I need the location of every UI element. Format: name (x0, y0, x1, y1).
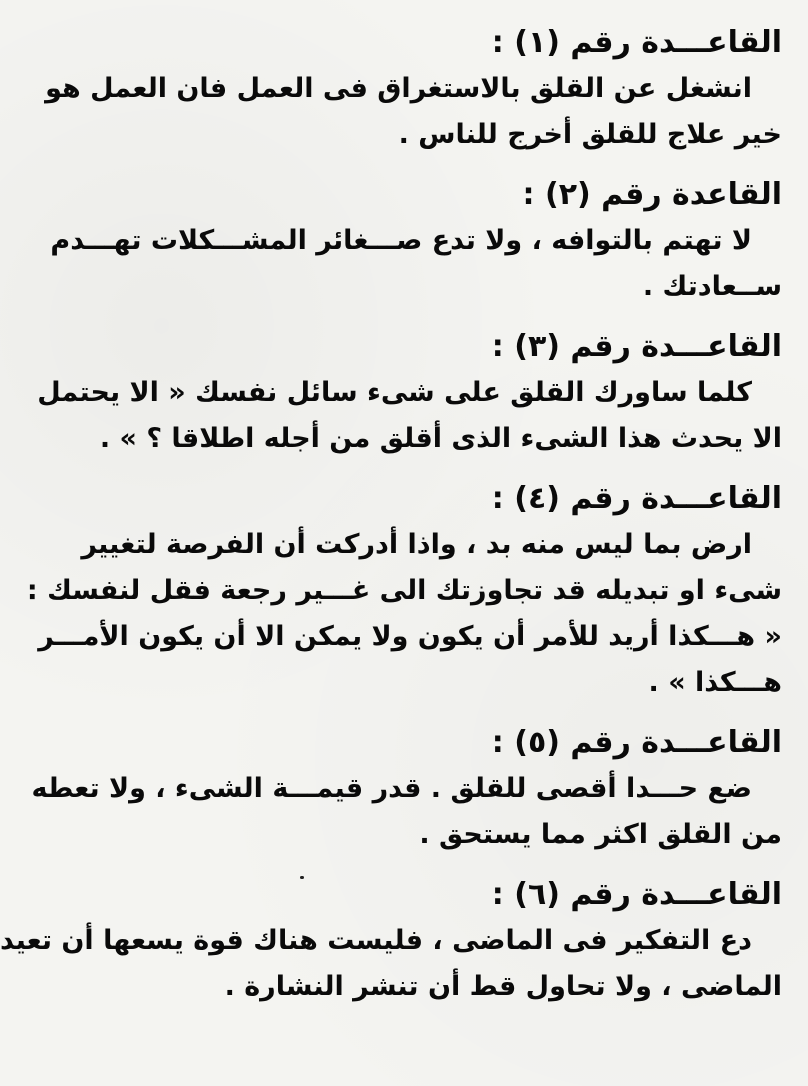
rule-heading: القاعدة رقم (٢) : (522, 177, 782, 212)
text-line: الماضى ، ولا تحاول قط أن تنشر النشارة . (224, 971, 782, 1002)
rule-heading: القاعـــدة رقم (٥) : (491, 725, 782, 760)
rule-1 (26, 20, 782, 158)
text-line: خير علاج للقلق أخرج للناس . (398, 119, 782, 150)
rule-2 (26, 172, 782, 310)
rule-text (26, 522, 782, 706)
rule-3 (26, 324, 782, 462)
text-line: ارض بما ليس منه بد ، واذا أدركت أن الفرصة لتغيير (81, 529, 752, 560)
rule-heading: القاعـــدة رقم (٤) : (491, 481, 782, 516)
rule-6 (0, 872, 782, 1010)
rule-text (0, 918, 782, 1010)
rule-heading: القاعـــدة رقم (١) : (491, 25, 782, 60)
text-line: ســعادتك . (642, 271, 782, 302)
text-line: لا تهتم بالتوافه ، ولا تدع صـــغائر المشـــكلات تهـــدم (50, 225, 752, 256)
rule-5 (26, 720, 782, 858)
rule-text (26, 218, 782, 310)
rule-text (26, 766, 782, 858)
text-line: الا يحدث هذا الشىء الذى أقلق من أجله اطلاقا ؟ » . (99, 423, 782, 454)
text-line: ضع حـــدا أقصى للقلق . قدر قيمـــة الشىء ، ولا تعطه (31, 773, 752, 804)
text-line: « هـــكذا أريد للأمر أن يكون ولا يمكن الا أن يكون الأمـــر (38, 621, 782, 652)
rule-heading: القاعـــدة رقم (٣) : (491, 329, 782, 364)
text-line: هـــكذا » . (648, 667, 782, 698)
rule-text (26, 370, 782, 462)
text-line: شىء او تبديله قد تجاوزتك الى غـــير رجعة فقل لنفسك : (26, 575, 782, 606)
ink-speck (300, 876, 304, 879)
rule-4 (26, 476, 782, 706)
text-line: من القلق اكثر مما يستحق . (419, 819, 782, 850)
text-line: كلما ساورك القلق على شىء سائل نفسك « الا يحتمل (37, 377, 752, 408)
text-line: دع التفكير فى الماضى ، فليست هناك قوة يسعها أن تعيد (0, 925, 752, 956)
rule-text (26, 66, 782, 158)
rule-heading: القاعـــدة رقم (٦) : (491, 877, 782, 912)
text-line: انشغل عن القلق بالاستغراق فى العمل فان العمل هو (45, 73, 752, 104)
